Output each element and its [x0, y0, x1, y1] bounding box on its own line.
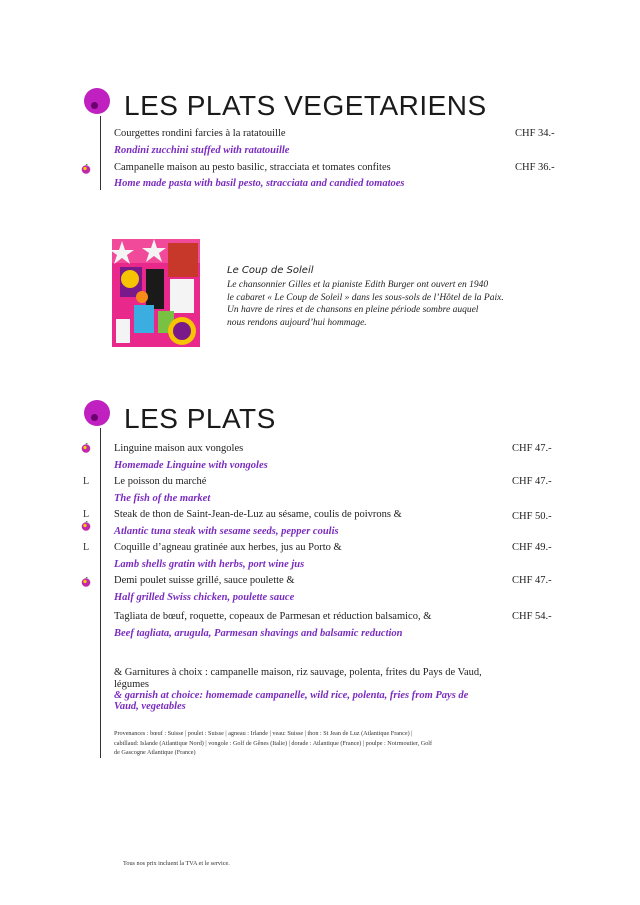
lactose-mark: L [83, 509, 90, 520]
vegetarian-icon [81, 521, 91, 531]
bullet-dot [91, 414, 98, 421]
story-line-3: Un havre de rires et de chansons en pleine période sombre auquel [227, 305, 479, 315]
garnish-fr-line-1: & Garnitures à choix : campanelle maison, riz sauvage, polenta, frites du Pays de Vaud, [114, 667, 482, 678]
plat-item-5-fr: Demi poulet suisse grillé, sauce poulette & [114, 575, 295, 586]
vegetarian-icon [81, 443, 91, 453]
plat-item-2-fr: Le poisson du marché [114, 476, 207, 487]
provenance-line-3: de Gascogne Atlantique (France) [114, 749, 196, 756]
plat-item-6-fr: Tagliata de bœuf, roquette, copeaux de Parmesan et réduction balsamico, & [114, 611, 432, 622]
garnish-en-line-1: & garnish at choice: homemade campanelle, wild rice, polenta, fries from Pays de [114, 690, 469, 701]
lactose-mark: L [83, 542, 90, 553]
footer-note: Tous nos prix incluent la TVA et le service. [123, 860, 230, 867]
provenances [114, 729, 432, 758]
veg-vertical-rule [100, 116, 101, 190]
plat-item-2-en: The fish of the market [114, 493, 211, 504]
plat-item-3-price: CHF 50.- [512, 511, 552, 522]
garnish-en-line-2: Vaud, vegetables [114, 701, 186, 712]
section-bullet-icon [84, 400, 110, 426]
vegetarian-icon [81, 164, 91, 174]
plat-item-1-price: CHF 47.- [512, 443, 552, 454]
plats-vertical-rule [100, 428, 101, 758]
section-bullet-icon [84, 88, 110, 114]
plat-item-6-price: CHF 54.- [512, 611, 552, 622]
garnish-fr-line-2: légumes [114, 679, 149, 690]
veg-item-2-en: Home made pasta with basil pesto, stracciata and candied tomatoes [114, 178, 405, 189]
story-line-4: nous rendons aujourd’hui hommage. [227, 317, 367, 328]
veg-item-1-price: CHF 34.- [515, 128, 555, 139]
plat-item-1-fr: Linguine maison aux vongoles [114, 443, 244, 454]
coup-de-soleil-illustration [112, 239, 200, 347]
plat-item-2-price: CHF 47.- [512, 476, 552, 487]
veg-item-2-fr: Campanelle maison au pesto basilic, stracciata et tomates confites [114, 162, 391, 173]
plat-item-3-fr: Steak de thon de Saint-Jean-de-Luz au sésame, coulis de poivrons & [114, 509, 402, 520]
story-text [227, 279, 504, 329]
plat-item-6-en: Beef tagliata, arugula, Parmesan shavings and balsamic reduction [114, 628, 403, 639]
plat-item-4-en: Lamb shells gratin with herbs, port wine jus [114, 559, 305, 570]
story-line-2: le cabaret « Le Coup de Soleil » dans les sous-sols de l’Hôtel de la Paix. [227, 292, 504, 303]
story-line-1: Le chansonnier Gilles et la pianiste Edith Burger ont ouvert en 1940 [227, 280, 489, 290]
garnish-fr [114, 667, 482, 691]
provenance-line-2: cabillaud: Islande (Atlantique Nord) | vongole : Golf de Gênes (Italie) | dorade : Atlantique (France) | poulpe : Noirmoutier, Golf [114, 739, 433, 747]
plat-item-4-fr: Coquille d’agneau gratinée aux herbes, jus au Porto & [114, 542, 342, 553]
veg-section-title: LES PLATS VEGETARIENS [124, 90, 487, 121]
plat-item-5-en: Half grilled Swiss chicken, poulette sauce [114, 592, 295, 603]
plats-section-title: LES PLATS [124, 403, 276, 434]
veg-item-2-price: CHF 36.- [515, 162, 555, 173]
plat-item-1-en: Homemade Linguine with vongoles [114, 460, 268, 471]
veg-item-1-fr: Courgettes rondini farcies à la ratatouille [114, 128, 286, 139]
garnish-en [114, 690, 468, 712]
story-title: Le Coup de Soleil [227, 265, 314, 276]
plat-item-3-en: Atlantic tuna steak with sesame seeds, pepper coulis [114, 526, 339, 537]
lactose-mark: L [83, 476, 90, 487]
veg-item-1-en: Rondini zucchini stuffed with ratatouille [114, 145, 290, 156]
vegetarian-icon [81, 577, 91, 587]
plat-item-5-price: CHF 47.- [512, 575, 552, 586]
provenance-line-1: Provenances : bœuf : Suisse | poulet : Suisse | agneau : Irlande | veau: Suisse | thon : St Jean de Luz (Atlantique France) | [114, 730, 413, 737]
bullet-dot [91, 102, 98, 109]
plat-item-4-price: CHF 49.- [512, 542, 552, 553]
